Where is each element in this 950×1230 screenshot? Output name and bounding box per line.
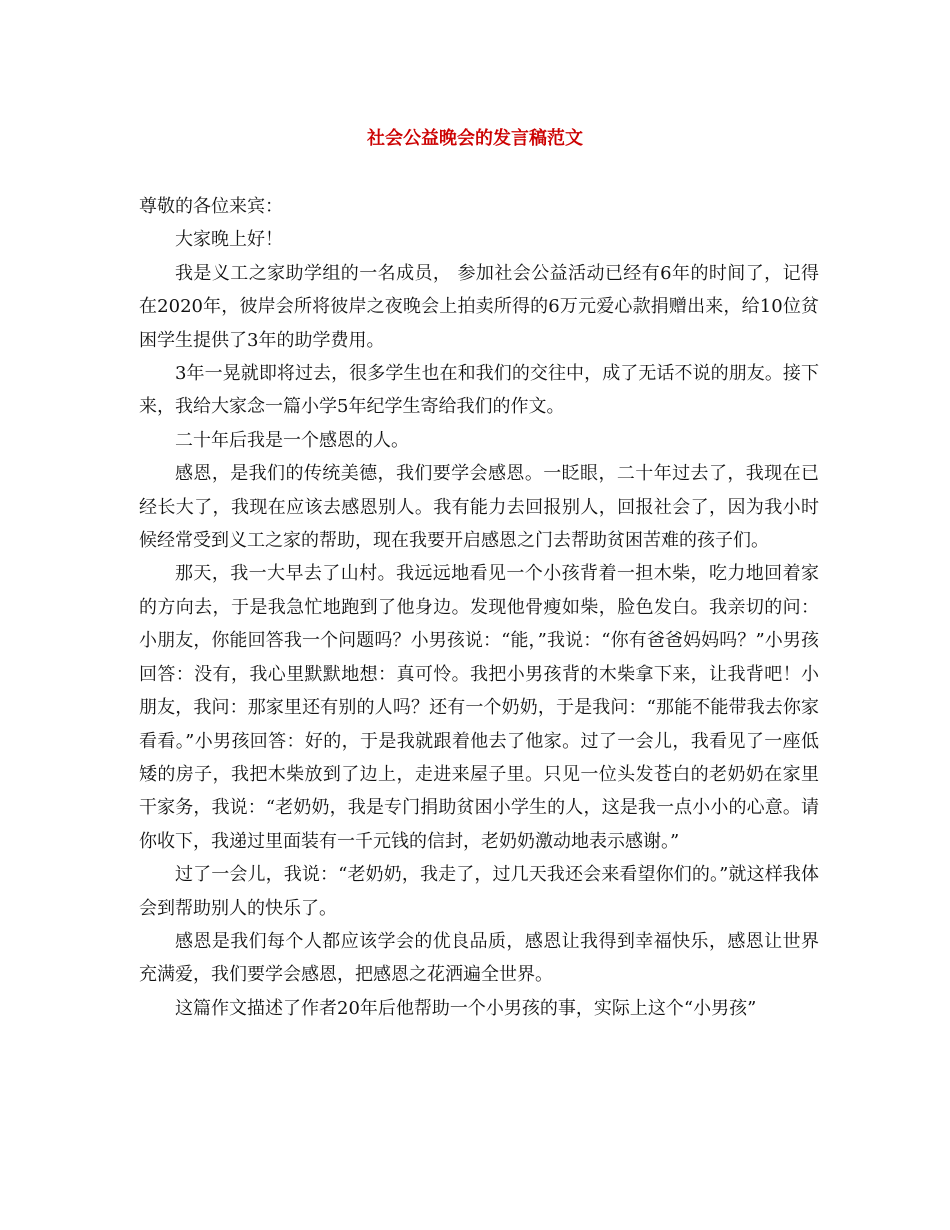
paragraph: 感恩，是我们的传统美德，我们要学会感恩。一眨眼，二十年过去了，我现在已经长大了，我现在应该去感恩别人。我有能力去回报别人，回报社会了，因为我小时候经常受到义工之家的帮助，现在我要开启感恩之门去帮助贫困苦难的孩子们。 bbox=[139, 463, 819, 552]
greeting: 大家晚上好！ bbox=[175, 229, 283, 251]
salutation: 尊敬的各位来宾： bbox=[139, 196, 283, 217]
paragraph: 3年一晃就即将过去，很多学生也在和我们的交往中，成了无话不说的朋友。接下来，我给大家念一篇小学5年纪学生寄给我们的作文。 bbox=[139, 363, 819, 418]
document-title: 社会公益晚会的发言稿范文 bbox=[367, 128, 583, 149]
paragraph: 那天，我一大早去了山村。我远远地看见一个小孩背着一担木柴，吃力地回着家的方向去，于是我急忙地跑到了他身边。发现他骨瘦如柴，脸色发白。我亲切的问：小朋友，你能回答我一个问题吗？小男孩说：“能，”我说：“你有爸爸妈妈吗？”小男孩回答：没有，我心里默默地想：真可怜。我把小男孩背的木柴拿下来，让我背吧！小朋友，我问：那家里还有别的人吗？还有一个奶奶，于是我问：“那能不能带我去你家看看。”小男孩回答：好的，于是我就跟着他去了他家。过了一会儿，我看见了一座低矮的房子，我把木柴放到了边上，走进来屋子里。只见一位头发苍白的老奶奶在家里干家务，我说：“老奶奶，我是专门捐助贫困小学生的人，这是我一点小小的心意。请你收下，我递过里面装有一千元钱的信封，老奶奶激动地表示感谢。” bbox=[139, 563, 819, 852]
paragraph: 我是义工之家助学组的一名成员， 参加社会公益活动已经有6年的时间了，记得在2020年，彼岸会所将彼岸之夜晚会上拍卖所得的6万元爱心款捐赠出来，给10位贫困学生提供了3年的助学费用。 bbox=[139, 262, 819, 351]
essay-title: 二十年后我是一个感恩的人。 bbox=[175, 429, 409, 451]
paragraph: 感恩是我们每个人都应该学会的优良品质，感恩让我得到幸福快乐，感恩让世界充满爱，我们要学会感恩，把感恩之花洒遍全世界。 bbox=[139, 930, 819, 986]
paragraph: 过了一会儿，我说：“老奶奶，我走了，过几天我还会来看望你们的。”就这样我体会到帮助别人的快乐了。 bbox=[139, 864, 819, 919]
paragraph: 这篇作文描述了作者20年后他帮助一个小男孩的事，实际上这个“小男孩” bbox=[175, 997, 757, 1019]
document-body bbox=[139, 190, 819, 1025]
